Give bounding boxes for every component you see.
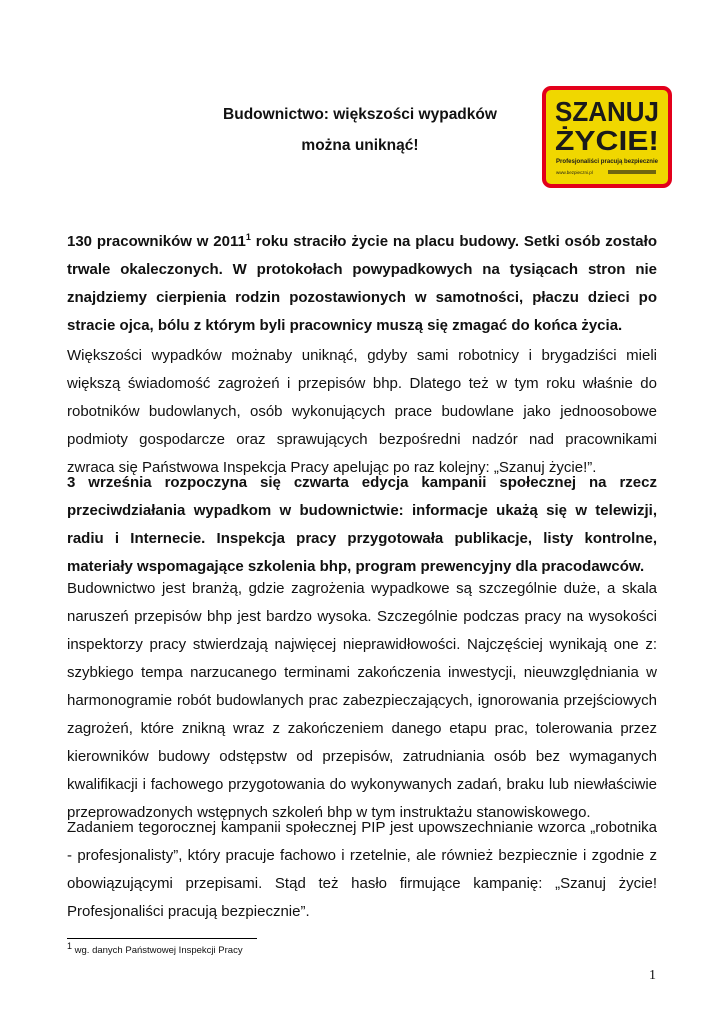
logo-graphic [546, 90, 668, 184]
logo-url: www.bezpieczni.pl [556, 170, 593, 175]
page-number: 1 [649, 968, 656, 983]
paragraph-intro [67, 228, 657, 340]
document-title [150, 99, 570, 161]
intro-text-end: roku straciło życie na placu budowy. Setki osób zostało trwale okaleczonych. W protokołach powypadkowych na tysiącach stron nie znajdziemy cierpienia rodzin pozostawionych w samotności, płaczu dzieci po stracie ojca, bólu z którym byli pracownicy muszą się zmagać do końca życia. [67, 233, 657, 334]
title-line-2: można uniknąć! [301, 137, 419, 154]
title-line-1: Budownictwo: większości wypadków [223, 106, 497, 123]
footnote-text: wg. danych Państwowej Inspekcji Pracy [72, 945, 243, 956]
intro-text-start: 130 pracowników w 2011 [67, 233, 246, 250]
logo-sponsor-strip [608, 170, 656, 174]
footnote-separator [67, 938, 257, 939]
logo-tagline: Profesjonaliści pracują bezpiecznie [556, 159, 659, 165]
footnote-marker: 1 [67, 940, 73, 951]
footnote [67, 940, 243, 958]
logo-line-1: SZANUJ [555, 96, 659, 127]
footnote-ref: 1 [245, 232, 251, 242]
paragraph-construction-risks: Budownictwo jest branżą, gdzie zagrożenia wypadkowe są szczególnie duże, a skala naruszeń przepisów bhp jest bardzo wysoka. Szczególnie podczas pracy na wysokości inspektorzy pracy stwierdzają najwięcej nieprawidłowości. Najczęściej wynikają one z: szybkiego tempa narzucanego terminami zakończenia inwestycji, nieuwzględniania w harmonogramie robót budowlanych prac zabezpieczających, ignorowania przejściowych zagrożeń, które znikną wraz z zakończeniem danego etapu prac, tolerowania przez kierowników budowy odstępstw od przepisów, zatrudniania osób bez wymaganych kwalifikacji i fachowego przygotowania do wykonywanych zadań, braku lub niewłaściwie przeprowadzonych wstępnych szkoleń bhp w tym instruktażu stanowiskowego. [67, 580, 657, 821]
logo-line-2: ŻYCIE! [555, 125, 659, 156]
paragraph-campaign-goal: Zadaniem tegorocznej kampanii społecznej PIP jest upowszechnianie wzorca „robotnika - profesjonalisty”, który pracuje fachowo i rzetelnie, ale również bezpiecznie i zgodnie z obowiązującymi przepisami. Stąd też hasło firmujące kampanię: „Szanuj życie! Profesjonaliści pracują bezpiecznie”. [67, 819, 657, 920]
paragraph-awareness: Większości wypadków możnaby uniknąć, gdyby sami robotnicy i brygadziści mieli większą świadomość zagrożeń i przepisów bhp. Dlatego też w tym roku właśnie do robotników budowlanych, osób wykonujących prace budowlane jako jednoosobowe podmioty gospodarcze oraz sprawujących bezpośredni nadzór nad pracownikami zwraca się Państwowa Inspekcja Pracy apelując po raz kolejny: „Szanuj życie!”. [67, 347, 657, 476]
paragraph-campaign: 3 września rozpoczyna się czwarta edycja kampanii społecznej na rzecz przeciwdziałania wypadkom w budownictwie: informacje ukażą się w telewizji, radiu i Internecie. Inspekcja pracy przygotowała publikacje, listy kontrolne, materiały wspomagające szkolenia bhp, program prewencyjny dla pracodawców. [67, 474, 657, 575]
szanuj-zycie-logo [542, 86, 672, 188]
